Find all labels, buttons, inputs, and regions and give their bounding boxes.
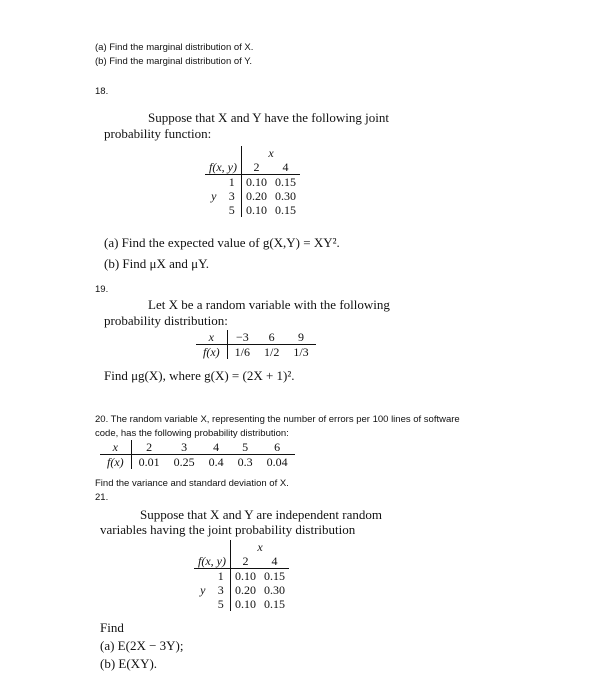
- q18-corner: f(x, y): [205, 160, 241, 175]
- q20-x-value: 6: [260, 440, 295, 455]
- q21-intro-2: variables having the joint probability distribution: [100, 522, 356, 537]
- q20-f-value: 0.01: [131, 455, 167, 470]
- q20-x-label: x: [100, 440, 131, 455]
- q21-y-value: 3: [217, 583, 224, 597]
- q20-x-value: 5: [231, 440, 260, 455]
- q18-x-value: 2: [241, 160, 271, 175]
- q19-x-label: x: [196, 330, 227, 345]
- q19-distribution-table: [196, 330, 316, 359]
- q18-cell: 0.10: [241, 203, 271, 217]
- q19-f-value: 1/2: [264, 345, 280, 359]
- q20-find: Find the variance and standard deviation of X.: [95, 478, 289, 489]
- q18-y-value: 1: [228, 175, 235, 189]
- q19-intro-2: probability distribution:: [104, 313, 228, 328]
- q21-cell: 0.30: [263, 583, 285, 597]
- q21-col-var: x: [230, 540, 289, 554]
- q18-joint-table: [205, 146, 300, 217]
- q20-line-1: 20. The random variable X, representing the number of errors per 100 lines of software: [95, 414, 460, 425]
- q19-find: Find μg(X), where g(X) = (2X + 1)².: [104, 368, 295, 383]
- q21-y-value: 1: [217, 569, 224, 583]
- q21-cell: 0.20: [230, 583, 260, 597]
- q18-intro-1: Suppose that X and Y have the following joint: [148, 110, 389, 125]
- q20-distribution-table: [100, 440, 295, 469]
- q18-number: 18.: [95, 86, 109, 97]
- q21-cell: 0.10: [230, 597, 260, 611]
- q20-f-value: 0.4: [208, 455, 224, 469]
- q21-intro-1: Suppose that X and Y are independent random: [140, 507, 382, 522]
- q18-row-var: y: [211, 189, 217, 203]
- q18-cell: 0.20: [241, 189, 271, 203]
- q18-cell: 0.10: [241, 175, 271, 190]
- q21-cell: 0.15: [263, 597, 285, 611]
- q19-f-value: 1/6: [227, 345, 257, 360]
- q21-part-b: (b) E(XY).: [100, 656, 158, 671]
- q21-corner: f(x, y): [194, 554, 230, 569]
- q21-row-var: y: [200, 583, 206, 597]
- q21-number: 21.: [95, 492, 109, 503]
- q21-cell: 0.10: [230, 569, 260, 584]
- q18-intro-2: probability function:: [104, 126, 212, 141]
- q20-x-value: 2: [131, 440, 167, 455]
- q19-number: 19.: [95, 284, 109, 295]
- q18-col-var: x: [241, 146, 300, 160]
- q19-f-value: 1/3: [293, 345, 309, 359]
- q18-part-b: (b) Find μX and μY.: [104, 256, 210, 271]
- q19-intro-1: Let X be a random variable with the following: [148, 297, 390, 312]
- q21-find: Find: [100, 620, 124, 635]
- q19-f-label: f(x): [203, 345, 220, 359]
- q21-x-value: 2: [230, 554, 260, 569]
- marginal-y-line: (b) Find the marginal distribution of Y.: [95, 56, 253, 67]
- q20-f-value: 0.3: [237, 455, 253, 469]
- q20-line-2: code, has the following probability distribution:: [95, 428, 289, 439]
- q21-y-value: 5: [217, 597, 224, 611]
- q21-x-value: 4: [260, 554, 289, 569]
- q18-cell: 0.30: [274, 189, 296, 203]
- q19-x-value: 6: [257, 330, 286, 345]
- q21-part-a: (a) E(2X − 3Y);: [100, 638, 184, 653]
- q20-f-label: f(x): [107, 455, 124, 469]
- q19-x-value: −3: [227, 330, 257, 345]
- q18-y-value: 3: [228, 189, 235, 203]
- q20-x-value: 3: [167, 440, 202, 455]
- marginal-x-line: (a) Find the marginal distribution of X.: [95, 42, 254, 53]
- q21-joint-table: [194, 540, 289, 611]
- q18-cell: 0.15: [274, 175, 296, 189]
- q18-y-value: 5: [228, 203, 235, 217]
- q19-x-value: 9: [286, 330, 315, 345]
- q20-f-value: 0.04: [266, 455, 288, 469]
- q18-cell: 0.15: [274, 203, 296, 217]
- q21-cell: 0.15: [263, 569, 285, 583]
- q20-f-value: 0.25: [173, 455, 195, 469]
- q18-x-value: 4: [271, 160, 300, 175]
- q18-part-a: (a) Find the expected value of g(X,Y) = XY².: [104, 235, 340, 250]
- q20-x-value: 4: [202, 440, 231, 455]
